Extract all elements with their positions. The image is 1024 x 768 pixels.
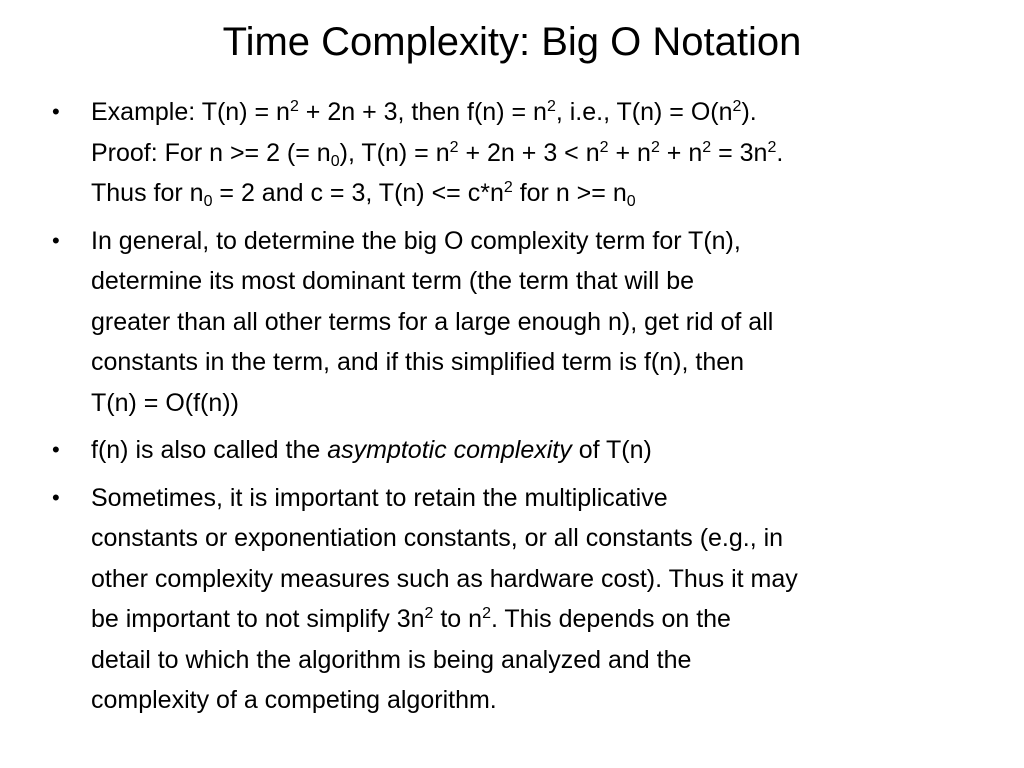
subscript: 0	[203, 193, 213, 210]
bullet-line	[91, 383, 972, 424]
text-run: + n	[608, 138, 651, 167]
superscript: 2	[732, 98, 742, 115]
text-run: determine its most dominant term (the term that will be	[91, 267, 695, 295]
subscript: 0	[626, 193, 636, 210]
bullet-line	[91, 518, 972, 559]
bullet-text	[91, 478, 972, 721]
bullet-line	[91, 302, 972, 343]
superscript: 2	[503, 179, 513, 196]
bullet-marker: •	[52, 484, 60, 510]
text-run: be important to not simplify 3n	[91, 605, 425, 633]
bullet-line	[91, 599, 972, 640]
text-run: In general, to determine the big O complexity term for T(n),	[91, 226, 741, 255]
text-run: .	[776, 138, 784, 167]
bullet-item	[52, 478, 972, 721]
bullet-text	[91, 221, 972, 424]
text-run: = 2 and c = 3, T(n) <= c*n	[212, 179, 504, 207]
bullet-line	[91, 430, 972, 471]
bullet-marker: •	[52, 437, 60, 462]
bullet-line	[91, 133, 972, 174]
bullet-text	[91, 430, 972, 471]
text-run: T(n) = O(f(n))	[91, 388, 239, 417]
text-run: ), T(n) = n	[339, 138, 450, 167]
superscript: 2	[424, 605, 434, 622]
superscript: 2	[650, 138, 660, 156]
text-run: other complexity measures such as hardware cost). Thus it may	[91, 564, 798, 593]
bullet-item	[52, 430, 972, 471]
text-run: f(n) is also called the	[91, 436, 328, 464]
superscript: 2	[449, 138, 459, 156]
text-run: + 2n + 3 < n	[458, 138, 600, 167]
superscript: 2	[482, 605, 491, 622]
superscript: 2	[599, 138, 609, 156]
text-run: + 2n + 3, then f(n) = n	[298, 98, 547, 126]
superscript: 2	[702, 138, 712, 156]
bullet-list	[52, 92, 972, 728]
text-run: detail to which the algorithm is being analyzed and the	[91, 645, 692, 674]
subscript: 0	[330, 152, 340, 170]
bullet-line	[91, 92, 972, 133]
bullet-line	[91, 173, 972, 214]
bullet-line	[91, 559, 972, 600]
bullet-line	[91, 221, 972, 262]
superscript: 2	[289, 98, 299, 115]
text-run: Example: T(n) = n	[91, 98, 290, 126]
text-run: for n >= n	[512, 179, 627, 207]
text-run: complexity of a competing algorithm.	[91, 686, 497, 714]
text-run: to n	[433, 605, 483, 633]
slide-title: Time Complexity: Big O Notation	[222, 20, 802, 64]
text-run: constants or exponentiation constants, or all constants (e.g., in	[91, 524, 784, 552]
bullet-item	[52, 92, 972, 214]
text-run: . This depends on the	[490, 605, 731, 633]
text-run: ).	[741, 98, 757, 126]
superscript: 2	[546, 98, 556, 115]
bullet-line	[91, 342, 972, 383]
text-run: , i.e., T(n) = O(n	[555, 98, 733, 126]
bullet-line	[91, 640, 972, 681]
text-run: = 3n	[711, 138, 768, 167]
text-run: Proof: For n >= 2 (= n	[91, 138, 331, 167]
bullet-line	[91, 478, 972, 519]
bullet-item	[52, 221, 972, 424]
text-run: + n	[659, 138, 703, 167]
text-run: Thus for n	[91, 179, 204, 207]
bullet-marker: •	[52, 99, 60, 124]
text-run: constants in the term, and if this simplified term is f(n), then	[91, 348, 745, 376]
text-run: Sometimes, it is important to retain the multiplicative	[91, 483, 668, 512]
superscript: 2	[767, 138, 777, 156]
text-run: of T(n)	[571, 436, 652, 464]
bullet-line	[91, 680, 972, 721]
bullet-line	[91, 261, 972, 302]
bullet-text	[91, 92, 972, 214]
bullet-marker: •	[52, 227, 60, 253]
text-run: greater than all other terms for a large enough n), get rid of all	[91, 307, 774, 336]
italic-term: asymptotic complexity	[327, 436, 572, 464]
